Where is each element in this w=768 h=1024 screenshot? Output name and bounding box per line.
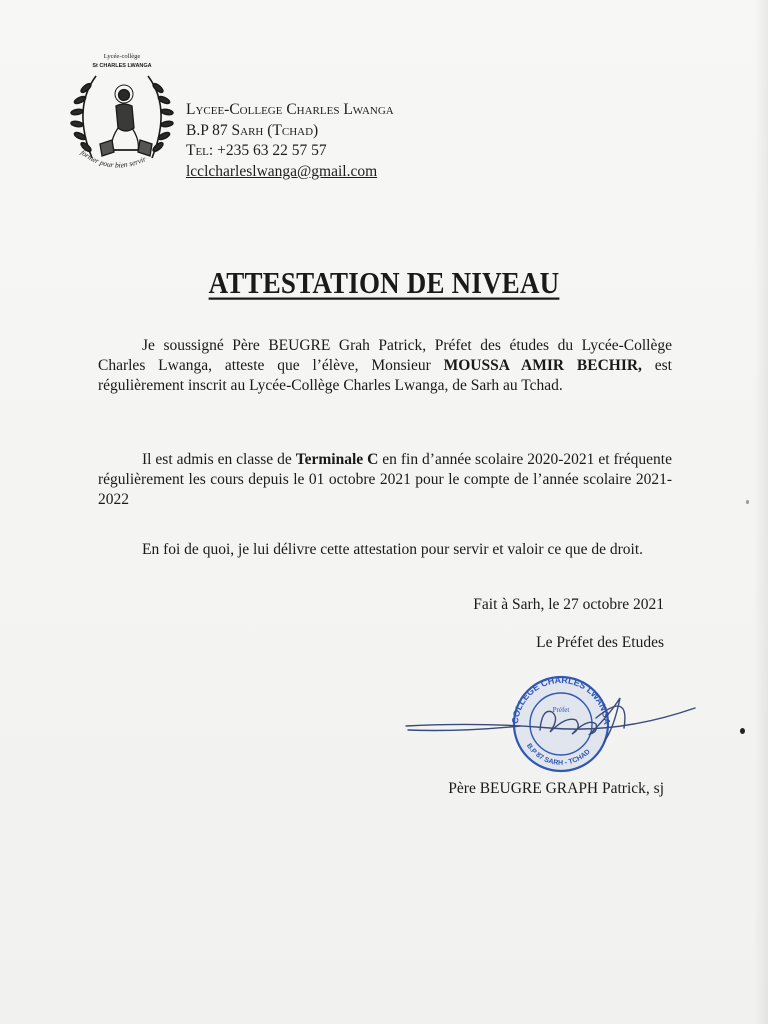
letterhead-address: B.P 87 Sarh (Tchad) xyxy=(186,121,319,139)
paragraph-certification xyxy=(98,336,672,396)
logo-arc-text: Lycée-collège xyxy=(103,53,141,60)
logo-arc-text-2: St CHARLES LWANGA xyxy=(92,63,152,69)
student-name: MOUSSA AMIR BECHIR, xyxy=(443,357,642,374)
paragraph1-text-b: est régulièrement inscrit au Lycée-Collège Charles Lwanga, de Sarh au Tchad. xyxy=(98,357,672,394)
paragraph1-text-a: Je soussigné Père BEUGRE Grah Patrick, Préfet des études du Lycée-Collège Charles Lwanga, atteste que l’élève, Monsieur xyxy=(98,337,672,374)
stamp-bottom-text: B.P 87 SARH - TCHAD xyxy=(524,742,592,767)
class-name: Terminale C xyxy=(295,451,379,468)
letterhead xyxy=(186,100,394,182)
place-date: Fait à Sarh, le 27 octobre 2021 xyxy=(473,596,664,613)
school-logo xyxy=(66,48,178,183)
page-edge-shadow xyxy=(754,0,768,1024)
svg-text:Lycée-collège xyxy=(104,53,141,60)
paragraph2-text-a: Il est admis en classe de xyxy=(142,451,296,468)
paragraph3-text: En foi de quoi, je lui délivre cette attestation pour servir et valoir ce que de droit. xyxy=(142,541,643,558)
letterhead-school: Lycee-College Charles Lwanga xyxy=(186,101,394,118)
logo-motto: former pour bien servir xyxy=(78,147,148,170)
stamp-ring-text: COLLEGE CHARLES LWANGA xyxy=(509,674,613,726)
paragraph2-text-b: en fin d’année scolaire 2020-2021 et fréquente régulièrement les cours depuis le 01 octobre 2021 pour le compte de l’année scolaire 2021-2022 xyxy=(98,451,672,508)
document-title: ATTESTATION DE NIVEAU xyxy=(208,266,560,300)
stamp-center-text: Préfet xyxy=(552,706,570,714)
letterhead-email: lcclcharleslwanga@gmail.com xyxy=(186,162,378,180)
scan-speck xyxy=(740,728,745,734)
svg-text:St CHARLES LWANGA xyxy=(92,63,151,69)
letterhead-phone: Tel: +235 63 22 57 57 xyxy=(186,142,327,159)
paragraph-closing xyxy=(98,540,672,560)
official-stamp-signature xyxy=(400,668,700,780)
paragraph-admission xyxy=(98,450,672,510)
scan-speck xyxy=(746,500,749,504)
signatory-name: Père BEUGRE GRAPH Patrick, sj xyxy=(448,780,664,797)
signatory-role: Le Préfet des Etudes xyxy=(536,634,664,651)
